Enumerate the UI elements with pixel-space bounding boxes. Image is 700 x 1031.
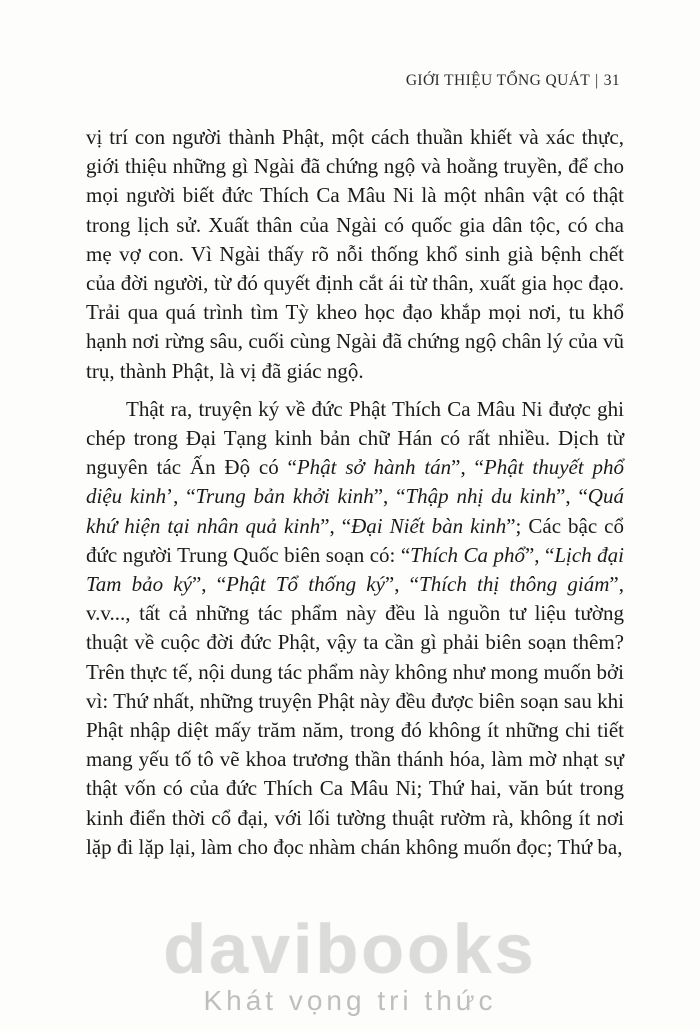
- watermark: [163, 910, 537, 1017]
- book-title-segment: Lịch đại Tam bảo ký: [86, 542, 624, 597]
- book-title-segment: Quá khứ hiện tại nhân quả kinh: [86, 484, 624, 538]
- text-segment: ”, v.v..., tất cả những tác phẩm này đều là nguồn tư liệu tường thuật về cuộc đời đức Phật, vậy ta cần gì phải biên soạn thêm? Trên thực tế, nội dung tác phẩm này không như mong muốn bởi vì: Thứ nhất, những truyện Phật này đều được biên soạn sau khi Phật nhập diệt mấy trăm năm, trong đó không ít những chi tiết mang yếu tố tô vẽ khoa trương thần thánh hóa, làm mờ nhạt sự thật vốn có của đức Thích Ca Mâu Ni; Thứ hai, văn bút trong kinh điển thời cổ đại, với lối tường thuật rườm rà, không ít nơi lặp đi lặp lại, làm cho đọc nhàm chán không muốn đọc; Thứ ba,: [86, 572, 624, 859]
- text-segment: ”, “: [524, 542, 555, 567]
- text-segment: ”, “: [191, 572, 227, 597]
- book-title-segment: Thích thị thông giám: [419, 572, 610, 597]
- page-number: 31: [603, 72, 620, 89]
- text-segment: ”, “: [373, 484, 406, 509]
- text-segment: vị trí con người thành Phật, một cách thuần khiết và xác thực, giới thiệu những gì Ngài đã chứng ngộ và hoằng truyền, để cho mọi người biết đức Thích Ca Mâu Ni là một nhân vật có thật trong lịch sử. Xuất thân của Ngài có quốc gia dân tộc, có cha mẹ vợ con. Vì Ngài thấy rõ nỗi thống khổ sinh già bệnh chết của đời người, từ đó quyết định cắt ái từ thân, xuất gia học đạo. Trải qua quá trình tìm Tỳ kheo học đạo khắp mọi nơi, tu khổ hạnh nơi rừng sâu, cuối cùng Ngài đã chứng ngộ chân lý của vũ trụ, thành Phật, là vị đã giác ngộ.: [86, 125, 624, 383]
- text-segment: ”, “: [451, 455, 484, 480]
- book-title-segment: Phật thuyết phổ diệu kinh: [86, 455, 624, 509]
- text-segment: ”, “: [384, 572, 420, 597]
- text-segment: ”, “: [320, 513, 352, 538]
- page-body: [86, 123, 624, 862]
- book-title-segment: Thích Ca phổ: [410, 542, 525, 567]
- text-segment: Thật ra, truyện ký về đức Phật Thích Ca Mâu Ni được ghi chép trong Đại Tạng kinh bản chữ Hán có rất nhiều. Dịch từ nguyên tác Ấn Độ có “: [86, 396, 624, 480]
- book-title-segment: Phật Tổ thống ký: [226, 572, 385, 597]
- paragraph: [86, 123, 624, 386]
- text-segment: ’, “: [166, 484, 196, 509]
- book-title-segment: Phật sở hành tán: [296, 455, 452, 480]
- book-title-segment: Trung bản khởi kinh: [195, 484, 374, 509]
- text-segment: ”; Các bậc cổ đức người Trung Quốc biên soạn có: “: [86, 513, 624, 567]
- header-separator: |: [595, 72, 599, 89]
- page-header: [406, 72, 620, 90]
- book-title-segment: Đại Niết bàn kinh: [351, 513, 507, 538]
- paragraph: [86, 395, 624, 862]
- chapter-title: GIỚI THIỆU TỔNG QUÁT: [405, 72, 591, 89]
- text-segment: ”, “: [556, 484, 588, 509]
- watermark-logo: davibooks: [163, 910, 537, 989]
- watermark-tagline: Khát vọng tri thức: [203, 985, 497, 1017]
- book-title-segment: Thập nhị du kinh: [405, 484, 557, 509]
